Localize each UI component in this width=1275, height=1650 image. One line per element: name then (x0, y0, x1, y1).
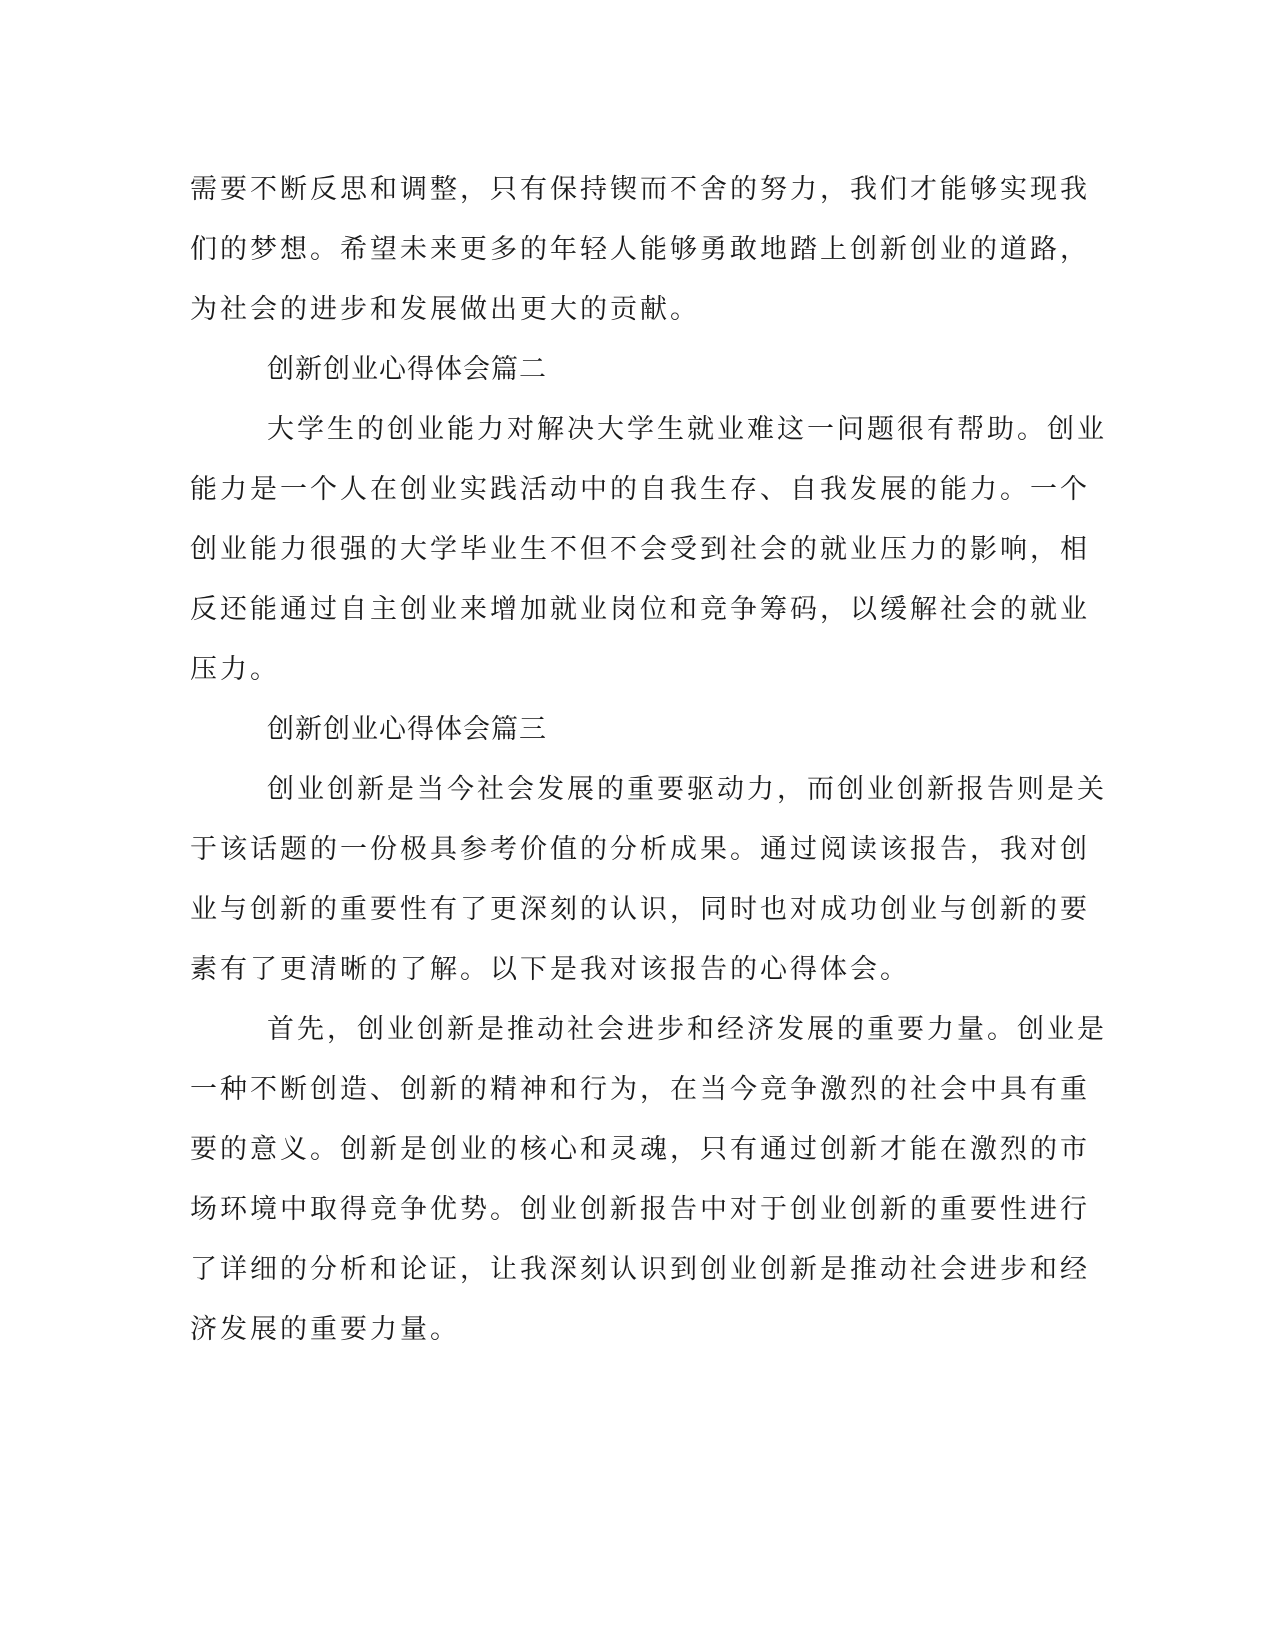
paragraph-line: 要的意义。创新是创业的核心和灵魂，只有通过创新才能在激烈的市 (190, 1134, 1090, 1165)
section-three-paragraph-2 (190, 1000, 1107, 1360)
paragraph-line: 了详细的分析和论证，让我深刻认识到创业创新是推动社会进步和经 (190, 1254, 1090, 1285)
paragraph-line: 反还能通过自主创业来增加就业岗位和竞争筹码，以缓解社会的就业 (190, 594, 1090, 625)
paragraph-line: 业与创新的重要性有了更深刻的认识，同时也对成功创业与创新的要 (190, 894, 1090, 925)
paragraph-line: 创业能力很强的大学毕业生不但不会受到社会的就业压力的影响，相 (190, 534, 1090, 565)
paragraph-line: 需要不断反思和调整，只有保持锲而不舍的努力，我们才能够实现我 (190, 174, 1090, 205)
section-heading-three: 创新创业心得体会篇三 (267, 714, 547, 745)
paragraph-line: 首先，创业创新是推动社会进步和经济发展的重要力量。创业是 (267, 1014, 1107, 1045)
intro-paragraph (190, 160, 1090, 340)
paragraph-line: 为社会的进步和发展做出更大的贡献。 (190, 294, 700, 325)
paragraph-line: 创业创新是当今社会发展的重要驱动力，而创业创新报告则是关 (267, 774, 1107, 805)
paragraph-line: 压力。 (190, 654, 280, 685)
paragraph-line: 济发展的重要力量。 (190, 1314, 460, 1345)
paragraph-line: 们的梦想。希望未来更多的年轻人能够勇敢地踏上创新创业的道路， (190, 234, 1090, 265)
section-three-paragraph-1 (190, 760, 1107, 1000)
paragraph-line: 大学生的创业能力对解决大学生就业难这一问题很有帮助。创业 (267, 414, 1107, 445)
paragraph-line: 场环境中取得竞争优势。创业创新报告中对于创业创新的重要性进行 (190, 1194, 1090, 1225)
section-two-paragraph (190, 400, 1107, 700)
paragraph-line: 于该话题的一份极具参考价值的分析成果。通过阅读该报告，我对创 (190, 834, 1090, 865)
section-heading-two: 创新创业心得体会篇二 (267, 354, 547, 385)
paragraph-line: 素有了更清晰的了解。以下是我对该报告的心得体会。 (190, 954, 910, 985)
document-body (190, 160, 1107, 1360)
paragraph-line: 能力是一个人在创业实践活动中的自我生存、自我发展的能力。一个 (190, 474, 1090, 505)
paragraph-line: 一种不断创造、创新的精神和行为，在当今竞争激烈的社会中具有重 (190, 1074, 1090, 1105)
